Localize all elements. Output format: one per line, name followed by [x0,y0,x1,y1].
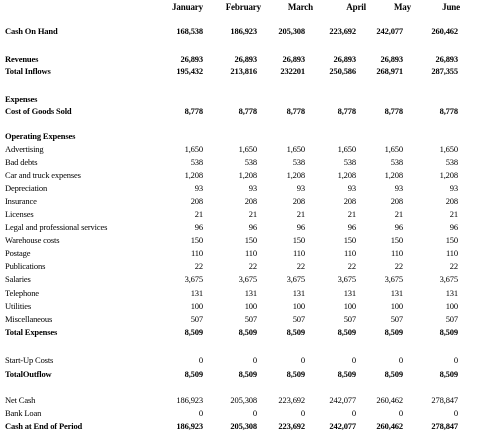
cell-march: 223,692 [278,421,305,431]
cell-february: 213,816 [230,66,257,76]
cell-june: 3,675 [439,274,458,284]
cell-june: 278,847 [431,395,458,405]
row-net-cash [0,395,477,405]
row-cash-on-hand [0,26,477,36]
cell-may: 100 [390,301,403,311]
month-header-march: March [287,2,313,12]
cell-march: 538 [292,157,305,167]
cell-february: 96 [248,222,257,232]
row-legal-and-professional-services [0,222,477,232]
row-label: Depreciation [5,183,48,193]
cell-may: 242,077 [376,26,403,36]
cell-february: 0 [252,408,257,418]
cell-april: 26,893 [333,54,356,64]
cell-june: 110 [446,248,458,258]
cell-april: 8,509 [337,327,356,337]
cell-may: 93 [394,183,403,193]
cell-march: 208 [292,196,305,206]
row-advertising [0,144,477,154]
cell-june: 21 [449,209,458,219]
row-totaloutflow [0,369,477,379]
cell-may: 21 [394,209,403,219]
cell-june: 93 [449,183,458,193]
cell-june: 538 [445,157,458,167]
cell-january: 1,208 [184,170,203,180]
row-label: Legal and professional services [5,222,108,232]
cell-march: 150 [292,235,305,245]
cell-february: 538 [244,157,257,167]
cell-june: 8,509 [439,369,458,379]
cell-january: 0 [198,355,203,365]
cell-january: 110 [191,248,203,258]
cell-march: 8,509 [286,327,305,337]
row-start-up-costs [0,355,477,365]
month-header-may: May [393,2,411,12]
cell-february: 208 [244,196,257,206]
cell-march: 96 [296,222,305,232]
cell-march: 93 [296,183,305,193]
cell-june: 100 [445,301,458,311]
cell-january: 22 [194,261,203,271]
cell-march: 1,208 [286,170,305,180]
row-label: Miscellaneous [5,314,53,324]
row-label: Net Cash [5,395,36,405]
cell-june: 96 [449,222,458,232]
cell-march: 0 [300,408,305,418]
cell-january: 100 [190,301,203,311]
cell-january: 96 [194,222,203,232]
row-label: Salaries [5,274,31,284]
cell-february: 26,893 [234,54,257,64]
row-telephone [0,288,477,298]
cell-march: 21 [296,209,305,219]
row-bad-debts [0,157,477,167]
cell-april: 93 [347,183,356,193]
cell-february: 8,509 [238,369,257,379]
row-utilities [0,301,477,311]
cell-april: 242,077 [329,421,356,431]
cell-june: 260,462 [431,26,458,36]
cell-february: 8,778 [238,106,257,116]
cell-march: 22 [296,261,305,271]
cell-may: 8,509 [384,369,403,379]
row-label: Total Inflows [5,66,51,76]
cell-march: 110 [293,248,305,258]
cell-april: 1,208 [337,170,356,180]
cell-march: 232201 [280,66,305,76]
row-label: Advertising [5,144,44,154]
row-label: Start-Up Costs [5,355,54,365]
cell-january: 8,509 [184,327,203,337]
cell-may: 1,650 [384,144,403,154]
cell-june: 0 [453,408,458,418]
cell-january: 131 [190,288,203,298]
cell-february: 507 [244,314,257,324]
row-label: Licenses [5,209,34,219]
row-licenses [0,209,477,219]
cell-june: 287,355 [431,66,458,76]
row-label: Utilities [5,301,32,311]
row-insurance [0,196,477,206]
row-bank-loan [0,408,477,418]
cell-april: 250,586 [329,66,356,76]
month-header-row [0,2,477,12]
row-label: Telephone [5,288,39,298]
cell-february: 3,675 [238,274,257,284]
cell-may: 260,462 [376,395,403,405]
cell-february: 205,308 [230,395,257,405]
row-label: Total Expenses [5,327,58,337]
cell-march: 3,675 [286,274,305,284]
cell-april: 100 [343,301,356,311]
cell-may: 96 [394,222,403,232]
cell-june: 208 [445,196,458,206]
cell-january: 186,923 [176,395,203,405]
cell-june: 150 [445,235,458,245]
row-label: Bad debts [5,157,38,167]
cell-february: 100 [244,301,257,311]
cell-march: 8,509 [286,369,305,379]
cell-january: 150 [190,235,203,245]
cell-february: 22 [248,261,257,271]
cell-february: 1,650 [238,144,257,154]
row-label: Cost of Goods Sold [5,106,72,116]
cell-february: 1,208 [238,170,257,180]
month-header-april: April [346,2,366,12]
month-header-february: February [225,2,261,12]
cell-march: 131 [292,288,305,298]
cell-january: 93 [194,183,203,193]
cell-may: 260,462 [376,421,403,431]
row-label: Expenses [5,94,38,104]
cell-february: 205,308 [230,421,257,431]
cell-june: 278,847 [431,421,458,431]
cell-april: 1,650 [337,144,356,154]
cell-january: 195,432 [176,66,203,76]
cell-january: 186,923 [176,421,203,431]
row-salaries [0,274,477,284]
cell-february: 93 [248,183,257,193]
cell-may: 1,208 [384,170,403,180]
cell-april: 110 [344,248,356,258]
cell-april: 22 [347,261,356,271]
row-label: Revenues [5,54,39,64]
row-label: TotalOutflow [5,369,52,379]
cell-february: 8,509 [238,327,257,337]
cell-january: 3,675 [184,274,203,284]
cell-march: 100 [292,301,305,311]
cell-june: 131 [445,288,458,298]
row-label: Publications [5,261,46,271]
cell-may: 538 [390,157,403,167]
cell-april: 223,692 [329,26,356,36]
cell-february: 21 [248,209,257,219]
cell-june: 507 [445,314,458,324]
cell-april: 3,675 [337,274,356,284]
cell-april: 507 [343,314,356,324]
cell-april: 0 [351,408,356,418]
cell-june: 1,208 [439,170,458,180]
cell-may: 507 [390,314,403,324]
cell-march: 8,778 [286,106,305,116]
cell-january: 0 [198,408,203,418]
row-depreciation [0,183,477,193]
cell-may: 3,675 [384,274,403,284]
cell-june: 8,778 [439,106,458,116]
cell-january: 21 [194,209,203,219]
cell-january: 168,538 [176,26,203,36]
cell-february: 186,923 [230,26,257,36]
row-total-inflows [0,66,477,76]
cell-april: 538 [343,157,356,167]
cell-april: 21 [347,209,356,219]
cell-may: 0 [398,408,403,418]
cell-march: 0 [300,355,305,365]
cell-march: 205,308 [278,26,305,36]
month-header-june: June [442,2,460,12]
row-warehouse-costs [0,235,477,245]
row-miscellaneous [0,314,477,324]
row-total-expenses [0,327,477,337]
cell-april: 150 [343,235,356,245]
cell-may: 110 [391,248,403,258]
row-operating-expenses [0,131,477,141]
cell-january: 208 [190,196,203,206]
cell-february: 150 [244,235,257,245]
cell-february: 110 [245,248,257,258]
row-expenses [0,94,477,104]
cell-february: 131 [244,288,257,298]
cell-january: 26,893 [180,54,203,64]
row-postage [0,248,477,258]
cell-january: 8,509 [184,369,203,379]
month-header-january: January [172,2,203,12]
cell-june: 1,650 [439,144,458,154]
row-label: Car and truck expenses [5,170,81,180]
row-label: Postage [5,248,31,258]
cell-april: 8,509 [337,369,356,379]
cell-june: 26,893 [435,54,458,64]
cell-march: 507 [292,314,305,324]
cell-january: 538 [190,157,203,167]
row-publications [0,261,477,271]
row-car-and-truck-expenses [0,170,477,180]
cell-january: 1,650 [184,144,203,154]
row-cash-at-end-of-period [0,421,477,431]
cell-may: 8,509 [384,327,403,337]
cell-march: 26,893 [282,54,305,64]
cell-april: 208 [343,196,356,206]
cell-march: 1,650 [286,144,305,154]
row-label: Operating Expenses [5,131,76,141]
row-label: Warehouse costs [5,235,60,245]
row-revenues [0,54,477,64]
cell-april: 131 [343,288,356,298]
cell-may: 150 [390,235,403,245]
row-label: Cash On Hand [5,26,58,36]
row-label: Cash at End of Period [5,421,83,431]
cell-january: 8,778 [184,106,203,116]
row-cost-of-goods-sold [0,106,477,116]
cell-may: 0 [398,355,403,365]
row-label: Insurance [5,196,37,206]
cell-may: 26,893 [380,54,403,64]
cell-may: 8,778 [384,106,403,116]
cell-march: 223,692 [278,395,305,405]
cell-june: 22 [449,261,458,271]
row-label: Bank Loan [5,408,42,418]
cell-may: 268,971 [376,66,403,76]
cell-april: 0 [351,355,356,365]
cell-may: 208 [390,196,403,206]
cell-january: 507 [190,314,203,324]
cell-may: 131 [390,288,403,298]
cell-may: 22 [394,261,403,271]
cell-april: 8,778 [337,106,356,116]
cell-february: 0 [252,355,257,365]
cell-june: 8,509 [439,327,458,337]
cell-april: 96 [347,222,356,232]
cell-june: 0 [453,355,458,365]
cell-april: 242,077 [329,395,356,405]
